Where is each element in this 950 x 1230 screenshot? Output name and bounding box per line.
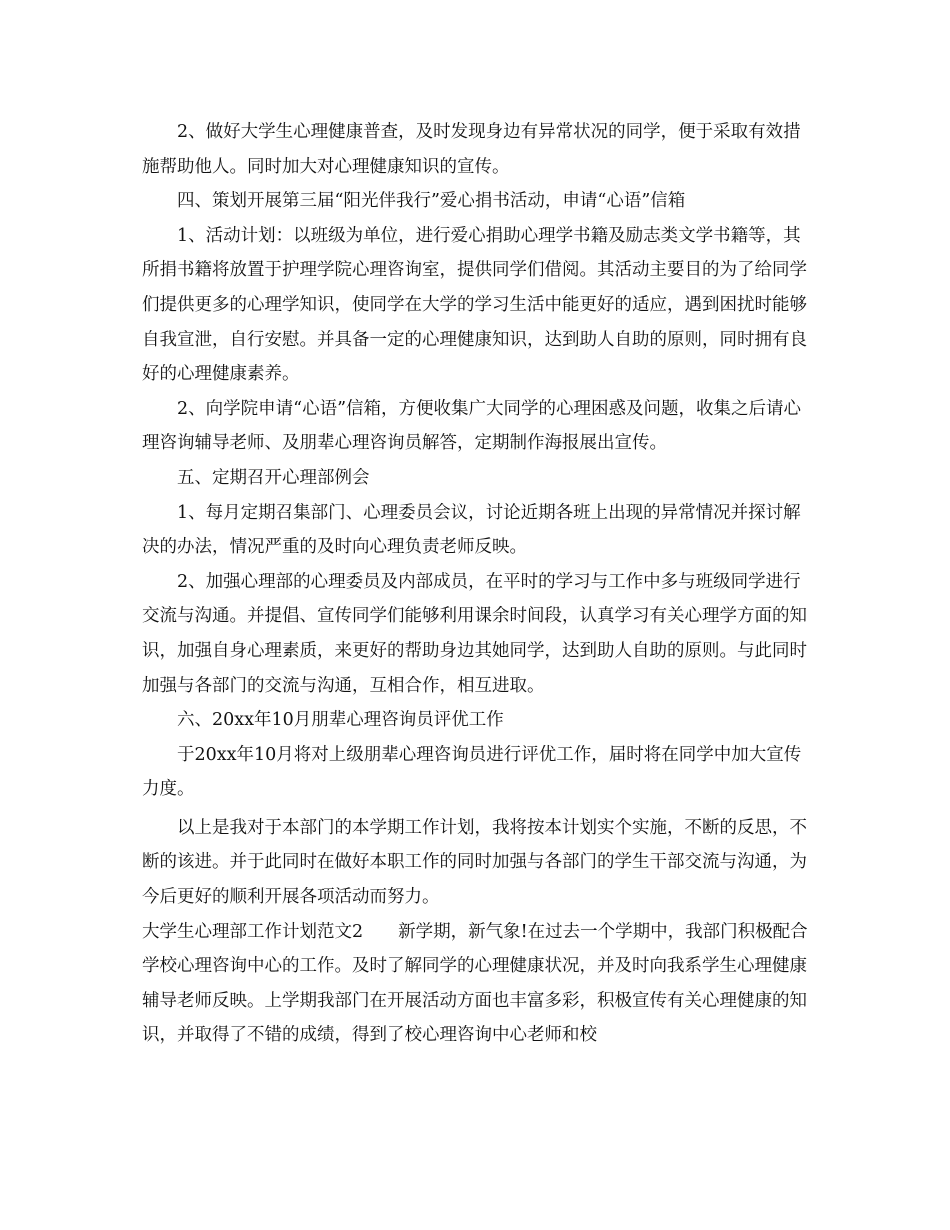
paragraph-4: 2、向学院申请“心语”信箱，方便收集广大同学的心理困惑及问题，收集之后请心理咨询辅导老师、及朋辈心理咨询员解答，定期制作海报展出宣传。 [142,398,802,454]
paragraph-10: 以上是我对于本部门的本学期工作计划，我将按本计划实个实施，不断的反思，不断的该进。并于此同时在做好本职工作的同时加强与各部门的学生干部交流与沟通，为今后更好的顺利开展各项活动而努力。 [142,817,807,908]
paragraph-2: 四、策划开展第三届“阳光伴我行”爱心捐书活动，申请“心语”信箱 [177,191,686,212]
paragraph-5: 五、定期召开心理部例会 [177,467,370,488]
paragraph-11: 大学生心理部工作计划范文2 新学期，新气象!在过去一个学期中，我部门积极配合学校心理咨询中心的工作。及时了解同学的心理健康状况，并及时向我系学生心理健康辅导老师反映。上学期我部门在开展活动方面也丰富多彩，积极宣传有关心理健康的知识，并取得了不错的成绩，得到了校心理咨询中心老师和校 [142,921,808,1046]
document-body [142,115,810,1053]
paragraph-7: 2、加强心理部的心理委员及内部成员，在平时的学习与工作中多与班级同学进行交流与沟通。并提倡、宣传同学们能够利用课余时间段，认真学习有关心理学方面的知识，加强自身心理素质，来更好的帮助身边其她同学，达到助人自助的原则。与此同时加强与各部门的交流与沟通，互相合作，相互进取。 [142,571,807,696]
paragraph-3: 1、活动计划：以班级为单位，进行爱心捐助心理学书籍及励志类文学书籍等，其所捐书籍将放置于护理学院心理咨询室，提供同学们借阅。其活动主要目的为了给同学们提供更多的心理学知识，使同学在大学的学习生活中能更好的适应，遇到困扰时能够自我宣泄，自行安慰。并具备一定的心理健康知识，达到助人自助的原则，同时拥有良好的心理健康素养。 [142,225,807,385]
paragraph-9: 于20xx年10月将对上级朋辈心理咨询员进行评优工作，届时将在同学中加大宣传力度。 [142,744,802,800]
paragraph-6: 1、每月定期召集部门、心理委员会议，讨论近期各班上出现的异常情况并探讨解决的办法，情况严重的及时向心理负责老师反映。 [142,502,801,558]
paragraph-1: 2、做好大学生心理健康普查，及时发现身边有异常状况的同学，便于采取有效措施帮助他人。同时加大对心理健康知识的宣传。 [142,122,801,177]
paragraph-8: 六、20xx年10月朋辈心理咨询员评优工作 [177,710,504,731]
